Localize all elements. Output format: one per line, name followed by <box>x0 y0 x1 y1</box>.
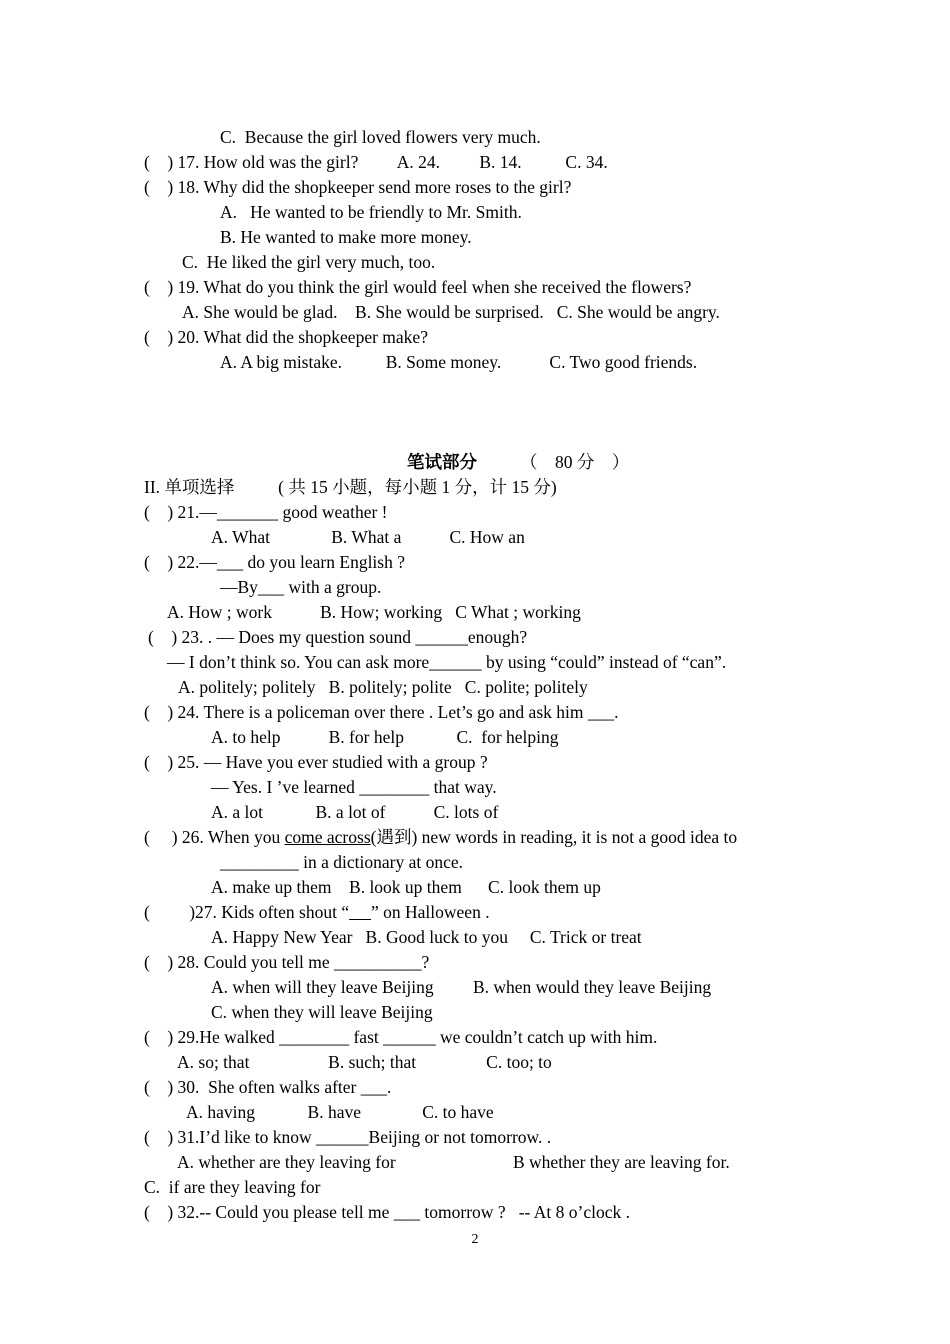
question-32: ( ) 32.-- Could you please tell me ___ tomorrow ? -- At 8 o’clock . <box>144 1202 631 1222</box>
options-30: A. having B. have C. to have <box>186 1102 494 1122</box>
question-29: ( ) 29.He walked ________ fast ______ we couldn’t catch up with him. <box>144 1027 658 1047</box>
question-28: ( ) 28. Could you tell me __________? <box>144 952 430 972</box>
option-31a: A. whether are they leaving for <box>177 1152 396 1172</box>
options-25: A. a lot B. a lot of C. lots of <box>211 802 499 822</box>
options-20: A. A big mistake. B. Some money. C. Two good friends. <box>220 352 698 372</box>
question-23: ( ) 23. . — Does my question sound ______enough? <box>148 627 528 647</box>
question-26-end: (遇到) new words in reading, it is not a good idea to <box>370 827 738 847</box>
options-21: A. What B. What a C. How an <box>211 527 525 547</box>
question-26-start: ( ) 26. When you <box>144 827 285 847</box>
option-18b: B. He wanted to make more money. <box>220 227 472 247</box>
question-25: ( ) 25. — Have you ever studied with a group ? <box>144 752 488 772</box>
question-27-blank <box>349 902 371 922</box>
option-31c: C. if are they leaving for <box>144 1177 321 1197</box>
question-24: ( ) 24. There is a policeman over there . Let’s go and ask him ___. <box>144 702 619 722</box>
question-30: ( ) 30. She often walks after ___. <box>144 1077 392 1097</box>
question-31: ( ) 31.I’d like to know ______Beijing or not tomorrow. . <box>144 1127 552 1147</box>
option-18a: A. He wanted to be friendly to Mr. Smith. <box>220 202 522 222</box>
question-27-end: ” on Halloween . <box>371 902 490 922</box>
options-27: A. Happy New Year B. Good luck to you C. Trick or treat <box>211 927 642 947</box>
question-17: ( ) 17. How old was the girl? A. 24. B. 14. C. 34. <box>144 152 608 172</box>
option-18c: C. He liked the girl very much, too. <box>182 252 436 272</box>
option-28c: C. when they will leave Beijing <box>211 1002 433 1022</box>
question-19: ( ) 19. What do you think the girl would feel when she received the flowers? <box>144 277 692 297</box>
question-27 <box>144 901 490 923</box>
part-two-heading: II. 单项选择 ( 共 15 小题，每小题 1 分，计 15 分) <box>144 477 557 497</box>
options-28-ab: A. when will they leave Beijing B. when would they leave Beijing <box>211 977 712 997</box>
section-score: （ 80 分 ） <box>520 452 630 472</box>
options-23: A. politely; politely B. politely; polite C. polite; politely <box>178 677 588 697</box>
option-16c: C. Because the girl loved flowers very much. <box>220 127 541 147</box>
options-24: A. to help B. for help C. for helping <box>211 727 559 747</box>
question-23-reply: — I don’t think so. You can ask more______ by using “could” instead of “can”. <box>167 652 727 672</box>
options-29: A. so; that B. such; that C. too; to <box>177 1052 552 1072</box>
option-31b: B whether they are leaving for. <box>513 1152 730 1172</box>
question-26-cont: _________ in a dictionary at once. <box>220 852 463 872</box>
question-20: ( ) 20. What did the shopkeeper make? <box>144 327 428 347</box>
options-19: A. She would be glad. B. She would be surprised. C. She would be angry. <box>182 302 720 322</box>
question-18: ( ) 18. Why did the shopkeeper send more roses to the girl? <box>144 177 572 197</box>
question-26-underlined: come across <box>284 827 371 847</box>
question-26 <box>144 826 737 848</box>
question-22-reply: —By___ with a group. <box>220 577 382 597</box>
question-25-reply: — Yes. I ’ve learned ________ that way. <box>211 777 497 797</box>
question-27-start: ( )27. Kids often shout “ <box>144 902 350 922</box>
section-title: 笔试部分 <box>407 452 477 472</box>
question-21: ( ) 21.—_______ good weather ! <box>144 502 388 522</box>
page-number: 2 <box>471 1232 479 1247</box>
options-22: A. How ; work B. How; working C What ; working <box>167 602 581 622</box>
question-22: ( ) 22.—___ do you learn English ? <box>144 552 405 572</box>
options-26: A. make up them B. look up them C. look them up <box>211 877 601 897</box>
